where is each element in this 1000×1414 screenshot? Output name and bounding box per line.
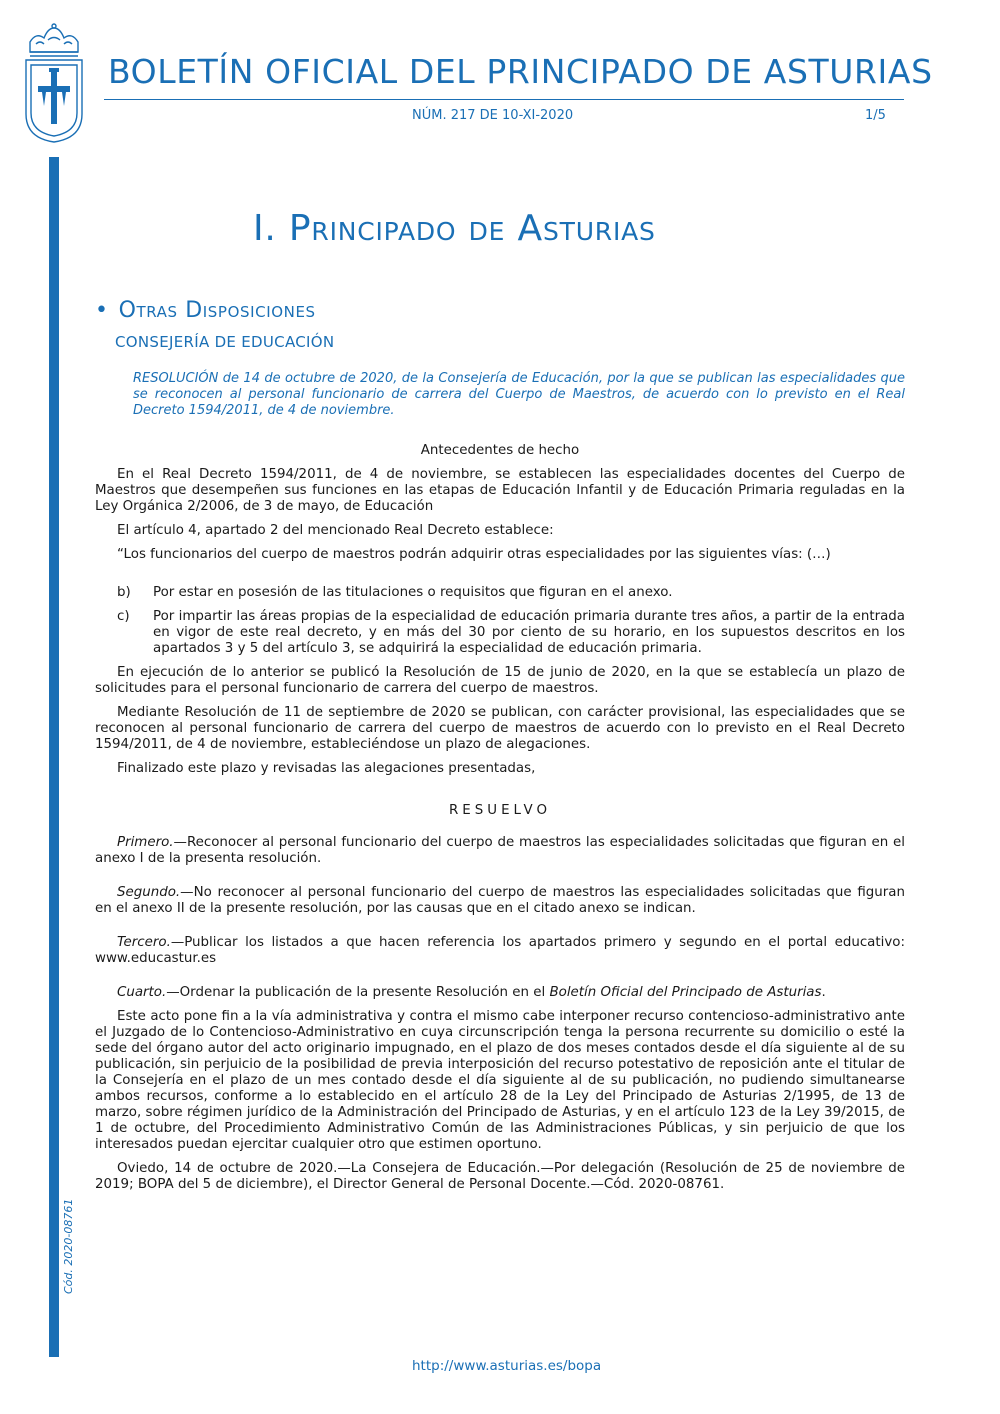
- list-text: Por estar en posesión de las titulaciones o requisitos que figuran en el anexo.: [153, 585, 673, 600]
- point-text: —No reconocer al personal funcionario del cuerpo de maestros las especialidades solicitadas que figuran en el anexo II de la presente resolución, por las causas que en el citado anexo se indican.: [95, 885, 905, 916]
- paragraph: Finalizado este plazo y revisadas las alegaciones presentadas,: [117, 761, 536, 776]
- resolution-summary: RESOLUCIÓN de 14 de octubre de 2020, de la Consejería de Educación, por la que se publican las especialidades que se reconocen al personal funcionario de carrera del Cuerpo de Maestros, de acuerdo con lo previsto en el Real Decreto 1594/2011, de 4 de noviembre.: [133, 371, 905, 418]
- bullet-icon: •: [95, 298, 109, 323]
- bulletin-reference: Boletín Oficial del Principado de Asturias: [549, 985, 822, 1000]
- resolution-point: [95, 885, 905, 917]
- side-document-code: Cód. 2020-08761: [62, 1198, 75, 1294]
- point-label: Tercero.: [117, 935, 171, 950]
- subsection-title: [95, 298, 316, 323]
- point-text: —Publicar los listados a que hacen referencia los apartados primero y segundo en el portal educativo: www.educastur.es: [95, 935, 905, 966]
- department-name: CONSEJERÍA DE EDUCACIÓN: [115, 333, 335, 351]
- list-item: [95, 585, 905, 601]
- point-label: Segundo.: [117, 885, 181, 900]
- paragraph: En el Real Decreto 1594/2011, de 4 de noviembre, se establecen las especialidades docentes del Cuerpo de Maestros que desempeñen sus funciones en las etapas de Educación Infantil y de Educación Primaria reguladas en la Ley Orgánica 2/2006, de 3 de mayo, de Educación: [95, 467, 905, 514]
- paragraph: Mediante Resolución de 11 de septiembre de 2020 se publican, con carácter provisional, las especialidades que se reconocen al personal funcionario de carrera del cuerpo de maestros de acuerdo con lo previsto en el Real Decreto 1594/2011, de 4 de noviembre, estableciéndose un plazo de alegaciones.: [95, 705, 905, 752]
- list-text: Por impartir las áreas propias de la especialidad de educación primaria durante tres años, a partir de la entrada en vigor de este real decreto, y en más del 30 por ciento de su horario, en los supuestos descritos en los apartados 3 y 5 del artículo 3, se adquirirá la especialidad de educación primaria.: [153, 609, 905, 656]
- resuelvo-heading: RESUELVO: [449, 803, 551, 818]
- list-marker: b): [117, 585, 131, 600]
- left-margin-bar: [49, 157, 59, 1357]
- paragraph: El artículo 4, apartado 2 del mencionado Real Decreto establece:: [117, 523, 554, 538]
- point-text: —Ordenar la publicación de la presente Resolución en el: [166, 985, 550, 1000]
- header-divider: [104, 99, 904, 100]
- point-label: Primero.: [117, 835, 174, 850]
- resolution-point: [95, 985, 905, 1001]
- resolution-point: [95, 835, 905, 867]
- issue-number: NÚM. 217 DE 10-XI-2020: [412, 108, 574, 123]
- section-title: I. Principado de Asturias: [253, 208, 656, 249]
- point-text: —Reconocer al personal funcionario del cuerpo de maestros las especialidades solicitadas que figuran en el anexo I de la presenta resolución.: [95, 835, 905, 866]
- list-item: [95, 609, 905, 657]
- section-heading: Antecedentes de hecho: [420, 443, 580, 458]
- asturias-coat-of-arms-icon: [22, 22, 86, 146]
- paragraph: “Los funcionarios del cuerpo de maestros podrán adquirir otras especialidades por las siguientes vías: (…): [117, 547, 831, 562]
- signature-paragraph: Oviedo, 14 de octubre de 2020.—La Consejera de Educación.—Por delegación (Resolución de 25 de noviembre de 2019; BOPA del 5 de diciembre), el Director General de Personal Docente.—Cód. 2020-08761.: [95, 1161, 905, 1192]
- footer-link[interactable]: http://www.asturias.es/bopa: [412, 1358, 602, 1374]
- paragraph: En ejecución de lo anterior se publicó la Resolución de 15 de junio de 2020, en la que se establecía un plazo de solicitudes para el personal funcionario de carrera del cuerpo de maestros.: [95, 665, 905, 696]
- page-number: 1/5: [865, 108, 886, 123]
- subsection-label: Otras Disposiciones: [118, 298, 316, 323]
- list-marker: c): [117, 609, 130, 624]
- bulletin-title: BOLETÍN OFICIAL DEL PRINCIPADO DE ASTURIAS: [108, 52, 933, 91]
- point-end: .: [821, 985, 826, 1000]
- document-body: [95, 443, 905, 1201]
- point-label: Cuarto.: [117, 985, 167, 1000]
- resolution-point: [95, 935, 905, 967]
- paragraph: Este acto pone fin a la vía administrativa y contra el mismo cabe interponer recurso contencioso-administrativo ante el Juzgado de lo Contencioso-Administrativo en cuya circunscripción tenga la persona recurrente su domicilio o esté la sede del órgano autor del acto originario impugnado, en el plazo de dos meses contados desde el día siguiente al de su publicación, sin perjuicio de la posibilidad de previa interposición del recurso potestativo de reposición ante el titular de la Consejería en el plazo de un mes contado desde el día siguiente al de su publicación, no pudiendo simultanearse ambos recursos, conforme a lo establecido en el artículo 28 de la Ley del Principado de Asturias 2/1995, de 13 de marzo, sobre régimen jurídico de la Administración del Principado de Asturias, y en el artículo 123 de la Ley 39/2015, de 1 de octubre, del Procedimiento Administrativo Común de las Administraciones Públicas, y sin perjuicio de que los interesados puedan ejercitar cualquier otro que estimen oportuno.: [95, 1009, 905, 1152]
